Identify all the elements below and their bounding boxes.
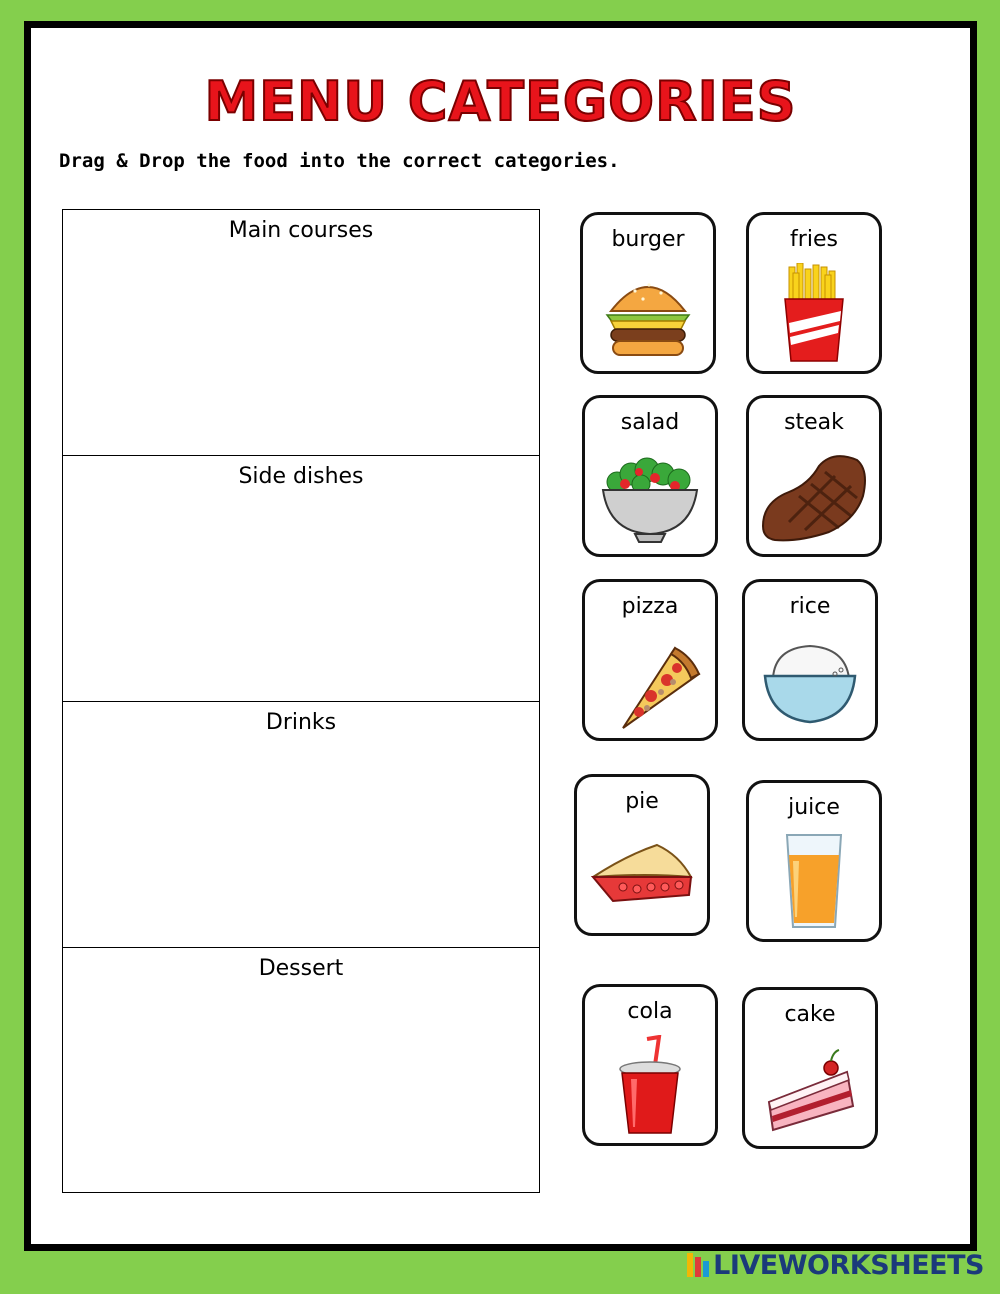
card-salad[interactable] bbox=[582, 395, 718, 557]
salad-icon bbox=[595, 446, 705, 546]
card-juice[interactable] bbox=[746, 780, 882, 942]
card-label: cola bbox=[627, 999, 673, 1024]
card-label: steak bbox=[784, 410, 844, 435]
rice-icon bbox=[755, 630, 865, 730]
card-label: burger bbox=[611, 227, 685, 252]
drop-zone-dessert[interactable] bbox=[63, 948, 539, 1194]
worksheet-title: MENU CATEGORIES bbox=[204, 70, 797, 133]
category-label: Main courses bbox=[228, 218, 374, 243]
category-label: Drinks bbox=[265, 710, 337, 735]
card-fries[interactable] bbox=[746, 212, 882, 374]
card-label: fries bbox=[790, 227, 838, 252]
card-steak[interactable] bbox=[746, 395, 882, 557]
drop-zone-main-courses[interactable] bbox=[63, 210, 539, 456]
cake-icon bbox=[755, 1038, 865, 1138]
drop-zone-drinks[interactable] bbox=[63, 702, 539, 948]
category-label: Dessert bbox=[258, 956, 344, 981]
worksheet-frame bbox=[24, 21, 977, 1251]
card-pizza[interactable] bbox=[582, 579, 718, 741]
footer-brand bbox=[687, 1250, 984, 1280]
pie-icon bbox=[587, 825, 697, 925]
card-label: pizza bbox=[621, 594, 679, 619]
burger-icon bbox=[593, 263, 703, 363]
card-burger[interactable] bbox=[580, 212, 716, 374]
card-pie[interactable] bbox=[574, 774, 710, 936]
card-label: rice bbox=[789, 594, 831, 619]
card-label: juice bbox=[788, 795, 840, 820]
instruction-text: Drag & Drop the food into the correct categories. bbox=[59, 150, 620, 172]
card-cola[interactable] bbox=[582, 984, 718, 1146]
liveworksheets-logo-icon bbox=[687, 1253, 709, 1277]
fries-icon bbox=[759, 263, 869, 363]
card-label: pie bbox=[625, 789, 659, 814]
drop-zone-side-dishes[interactable] bbox=[63, 456, 539, 702]
juice-icon bbox=[759, 831, 869, 931]
brand-name: LIVEWORKSHEETS bbox=[713, 1249, 984, 1281]
card-label: cake bbox=[784, 1002, 836, 1027]
pizza-icon bbox=[595, 630, 705, 730]
card-label: salad bbox=[620, 410, 680, 435]
cola-icon bbox=[595, 1035, 705, 1135]
steak-icon bbox=[759, 446, 869, 546]
category-label: Side dishes bbox=[238, 464, 364, 489]
card-cake[interactable] bbox=[742, 987, 878, 1149]
category-table bbox=[62, 209, 540, 1193]
card-rice[interactable] bbox=[742, 579, 878, 741]
